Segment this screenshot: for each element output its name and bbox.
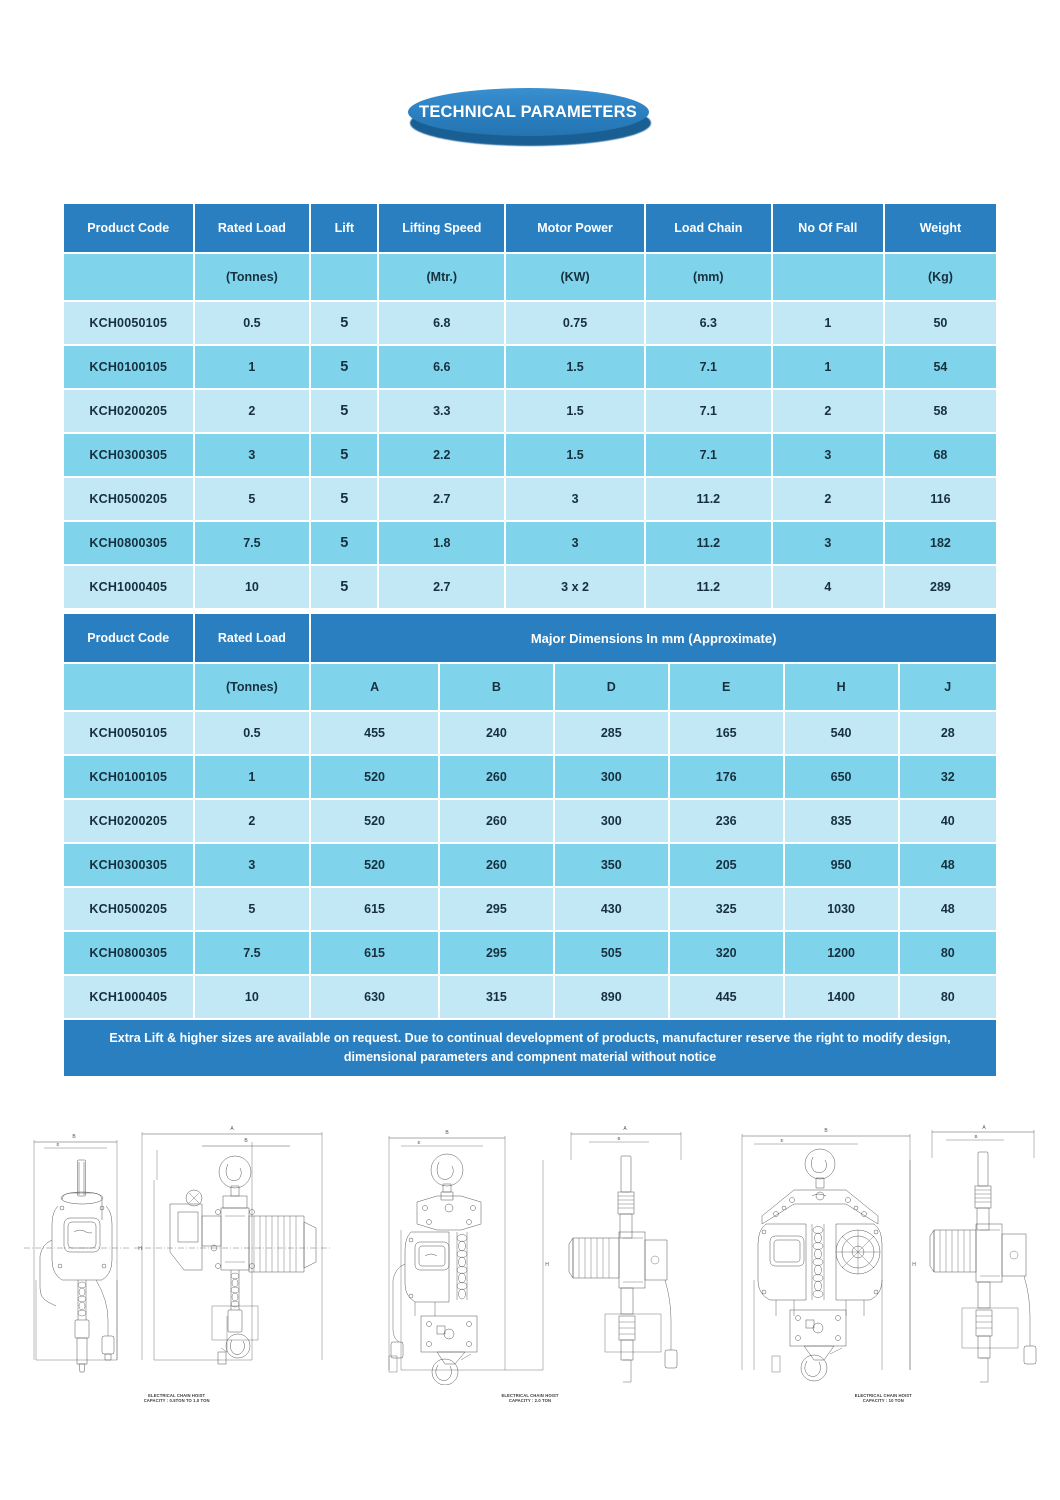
cell-product-code: KCH1000405 [64, 566, 193, 608]
cell-dim-b: 260 [440, 844, 553, 886]
cell-dim-h: 1030 [785, 888, 898, 930]
drawing-group-large-hoist [728, 1120, 1038, 1410]
svg-text:E: E [780, 1138, 784, 1143]
cell-rated-load: 1 [195, 346, 310, 388]
cell-motor-power: 3 [506, 522, 644, 564]
cell-motor-power: 1.5 [506, 390, 644, 432]
svg-text:H: H [545, 1262, 549, 1268]
caption-line-1: ELECTRICAL CHAIN HOIST [854, 1392, 912, 1398]
table-row [64, 390, 996, 432]
svg-text:H: H [137, 1246, 142, 1252]
cell-no-of-fall: 3 [773, 522, 883, 564]
cell-dim-d: 430 [555, 888, 668, 930]
tables-container [62, 202, 998, 1078]
cell-lifting-speed: 2.7 [379, 478, 504, 520]
cell-dim-j: 80 [900, 976, 996, 1018]
col-header-lift: Lift [311, 204, 377, 252]
svg-text:A: A [982, 1125, 986, 1131]
cell-rated-load: 2 [195, 800, 310, 842]
table1-units-row [64, 254, 996, 300]
cell-weight: 68 [885, 434, 996, 476]
table-row [64, 566, 996, 608]
cell-load-chain: 11.2 [646, 522, 771, 564]
cell-dim-b: 260 [440, 800, 553, 842]
technical-drawings [0, 1120, 1060, 1420]
cell-dim-e: 445 [670, 976, 783, 1018]
lens-shape [408, 88, 653, 144]
cell-no-of-fall: 1 [773, 302, 883, 344]
cell-no-of-fall: 3 [773, 434, 883, 476]
cell-lifting-speed: 1.8 [379, 522, 504, 564]
hoist-drawing-1 [22, 1120, 332, 1385]
cell-no-of-fall: 2 [773, 390, 883, 432]
table-row [64, 932, 996, 974]
cell-dim-d: 285 [555, 712, 668, 754]
table-row [64, 712, 996, 754]
cell-lift: 5 [311, 434, 377, 476]
cell-lift: 5 [311, 566, 377, 608]
col-header-weight: Weight [885, 204, 996, 252]
cell-rated-load: 3 [195, 434, 310, 476]
unit-lifting-speed: (Mtr.) [379, 254, 504, 300]
svg-text:A: A [623, 1126, 627, 1132]
cell-weight: 182 [885, 522, 996, 564]
dim-header-b: B [440, 664, 553, 710]
cell-dim-h: 1200 [785, 932, 898, 974]
table1-header-row [64, 204, 996, 252]
table2-units-row [64, 664, 996, 710]
cell-load-chain: 11.2 [646, 478, 771, 520]
cell-dim-e: 165 [670, 712, 783, 754]
cell-motor-power: 1.5 [506, 346, 644, 388]
cell-dim-h: 1400 [785, 976, 898, 1018]
unit-load-chain: (mm) [646, 254, 771, 300]
cell-lift: 5 [311, 478, 377, 520]
cell-dim-e: 325 [670, 888, 783, 930]
svg-text:E: E [56, 1142, 60, 1147]
cell-dim-a: 520 [311, 756, 438, 798]
cell-load-chain: 7.1 [646, 434, 771, 476]
svg-text:H: H [912, 1262, 917, 1268]
caption-line-2: CAPACITY : 10 TON [862, 1398, 904, 1404]
cell-dim-a: 615 [311, 888, 438, 930]
col-header-product-code: Product Code [64, 614, 193, 662]
col-header-load-chain: Load Chain [646, 204, 771, 252]
cell-dim-d: 300 [555, 800, 668, 842]
cell-product-code: KCH0300305 [64, 434, 193, 476]
cell-rated-load: 10 [195, 976, 310, 1018]
cell-product-code: KCH0050105 [64, 302, 193, 344]
caption-line-1: ELECTRICAL CHAIN HOIST [148, 1392, 206, 1398]
cell-rated-load: 7.5 [195, 932, 310, 974]
cell-rated-load: 7.5 [195, 522, 310, 564]
caption-line-2: CAPACITY : 0.5TON TO 1.0 TON [143, 1398, 210, 1404]
cell-dim-b: 240 [440, 712, 553, 754]
unit-lift [311, 254, 377, 300]
dim-header-a: A [311, 664, 438, 710]
cell-dim-h: 950 [785, 844, 898, 886]
cell-product-code: KCH0800305 [64, 522, 193, 564]
cell-dim-j: 32 [900, 756, 996, 798]
cell-dim-e: 320 [670, 932, 783, 974]
drawing-caption-3 [728, 1393, 1038, 1404]
cell-dim-a: 520 [311, 800, 438, 842]
cell-rated-load: 10 [195, 566, 310, 608]
cell-rated-load: 5 [195, 888, 310, 930]
col-header-rated-load: Rated Load [195, 204, 310, 252]
hoist-drawing-2 [375, 1120, 685, 1385]
technical-parameters-table [62, 202, 998, 610]
svg-text:B: B [445, 1130, 449, 1136]
cell-dim-a: 455 [311, 712, 438, 754]
table-row [64, 478, 996, 520]
dim-header-h: H [785, 664, 898, 710]
col-header-lifting-speed: Lifting Speed [379, 204, 504, 252]
cell-dim-e: 176 [670, 756, 783, 798]
cell-dim-j: 48 [900, 888, 996, 930]
unit-rated-load: (Tonnes) [195, 254, 310, 300]
cell-dim-h: 540 [785, 712, 898, 754]
cell-motor-power: 3 [506, 478, 644, 520]
footer-note: Extra Lift & higher sizes are available on request. Due to continual development of products, manufacturer reserve the right to modify design, dimensional parameters and compnent material without notice [64, 1020, 996, 1076]
dim-header-j: J [900, 664, 996, 710]
cell-dim-d: 890 [555, 976, 668, 1018]
cell-lift: 5 [311, 346, 377, 388]
svg-text:A: A [229, 1126, 234, 1132]
caption-line-2: CAPACITY : 2.0 TON [508, 1398, 552, 1404]
major-dimensions-table [62, 612, 998, 1078]
cell-rated-load: 1 [195, 756, 310, 798]
svg-text:B: B [243, 1138, 248, 1144]
cell-dim-b: 260 [440, 756, 553, 798]
lens-body [408, 88, 649, 136]
table-row [64, 976, 996, 1018]
caption-line-1: ELECTRICAL CHAIN HOIST [501, 1392, 559, 1398]
cell-product-code: KCH0300305 [64, 844, 193, 886]
cell-lifting-speed: 2.7 [379, 566, 504, 608]
table-row [64, 844, 996, 886]
drawing-group-medium-hoist [375, 1120, 685, 1410]
cell-product-code: KCH0100105 [64, 346, 193, 388]
table-row [64, 346, 996, 388]
svg-text:B: B [617, 1136, 621, 1141]
cell-dim-b: 295 [440, 932, 553, 974]
svg-text:E: E [417, 1140, 421, 1145]
cell-dim-b: 315 [440, 976, 553, 1018]
dim-header-e: E [670, 664, 783, 710]
cell-weight: 116 [885, 478, 996, 520]
table-row [64, 888, 996, 930]
cell-motor-power: 3 x 2 [506, 566, 644, 608]
cell-load-chain: 7.1 [646, 390, 771, 432]
cell-no-of-fall: 2 [773, 478, 883, 520]
cell-dim-j: 40 [900, 800, 996, 842]
drawing-caption-2 [375, 1393, 685, 1404]
cell-dim-a: 520 [311, 844, 438, 886]
col-header-major-dimensions: Major Dimensions In mm (Approximate) [311, 614, 996, 662]
dim-header-d: D [555, 664, 668, 710]
cell-lifting-speed: 6.8 [379, 302, 504, 344]
cell-no-of-fall: 4 [773, 566, 883, 608]
table-row [64, 434, 996, 476]
cell-dim-j: 28 [900, 712, 996, 754]
cell-motor-power: 1.5 [506, 434, 644, 476]
page-title: TECHNICAL PARAMETERS [419, 102, 637, 121]
svg-text:B: B [824, 1128, 828, 1134]
unit-weight: (Kg) [885, 254, 996, 300]
col-header-motor-power: Motor Power [506, 204, 644, 252]
unit-motor-power: (KW) [506, 254, 644, 300]
svg-text:B: B [71, 1134, 76, 1140]
cell-rated-load: 0.5 [195, 302, 310, 344]
cell-dim-d: 350 [555, 844, 668, 886]
table-row [64, 756, 996, 798]
cell-weight: 289 [885, 566, 996, 608]
cell-product-code: KCH0200205 [64, 800, 193, 842]
hoist-drawing-3 [728, 1120, 1038, 1385]
cell-dim-e: 236 [670, 800, 783, 842]
cell-dim-h: 835 [785, 800, 898, 842]
cell-rated-load: 5 [195, 478, 310, 520]
cell-load-chain: 11.2 [646, 566, 771, 608]
cell-rated-load: 2 [195, 390, 310, 432]
cell-dim-j: 80 [900, 932, 996, 974]
cell-dim-d: 300 [555, 756, 668, 798]
cell-dim-a: 630 [311, 976, 438, 1018]
cell-product-code: KCH0100105 [64, 756, 193, 798]
cell-weight: 58 [885, 390, 996, 432]
cell-motor-power: 0.75 [506, 302, 644, 344]
drawing-caption-1 [22, 1393, 332, 1404]
unit-rated-load: (Tonnes) [195, 664, 310, 710]
cell-weight: 50 [885, 302, 996, 344]
cell-dim-h: 650 [785, 756, 898, 798]
col-header-no-of-fall: No Of Fall [773, 204, 883, 252]
cell-no-of-fall: 1 [773, 346, 883, 388]
table-row [64, 522, 996, 564]
footer-note-row [64, 1020, 996, 1076]
cell-dim-d: 505 [555, 932, 668, 974]
cell-rated-load: 0.5 [195, 712, 310, 754]
cell-load-chain: 6.3 [646, 302, 771, 344]
cell-lift: 5 [311, 390, 377, 432]
cell-product-code: KCH0050105 [64, 712, 193, 754]
svg-text:B: B [974, 1134, 978, 1139]
table-row [64, 800, 996, 842]
unit-product-code [64, 664, 193, 710]
title-banner [0, 88, 1060, 168]
cell-dim-b: 295 [440, 888, 553, 930]
cell-dim-j: 48 [900, 844, 996, 886]
cell-product-code: KCH0800305 [64, 932, 193, 974]
cell-product-code: KCH0500205 [64, 888, 193, 930]
cell-product-code: KCH0200205 [64, 390, 193, 432]
col-header-product-code: Product Code [64, 204, 193, 252]
cell-weight: 54 [885, 346, 996, 388]
col-header-rated-load: Rated Load [195, 614, 310, 662]
cell-lifting-speed: 3.3 [379, 390, 504, 432]
cell-product-code: KCH1000405 [64, 976, 193, 1018]
cell-dim-a: 615 [311, 932, 438, 974]
cell-load-chain: 7.1 [646, 346, 771, 388]
cell-lifting-speed: 6.6 [379, 346, 504, 388]
unit-product-code [64, 254, 193, 300]
cell-dim-e: 205 [670, 844, 783, 886]
unit-no-of-fall [773, 254, 883, 300]
cell-lift: 5 [311, 302, 377, 344]
cell-lift: 5 [311, 522, 377, 564]
table-row [64, 302, 996, 344]
drawing-group-small-hoist [22, 1120, 332, 1410]
cell-lifting-speed: 2.2 [379, 434, 504, 476]
cell-rated-load: 3 [195, 844, 310, 886]
table2-header-row [64, 614, 996, 662]
cell-product-code: KCH0500205 [64, 478, 193, 520]
